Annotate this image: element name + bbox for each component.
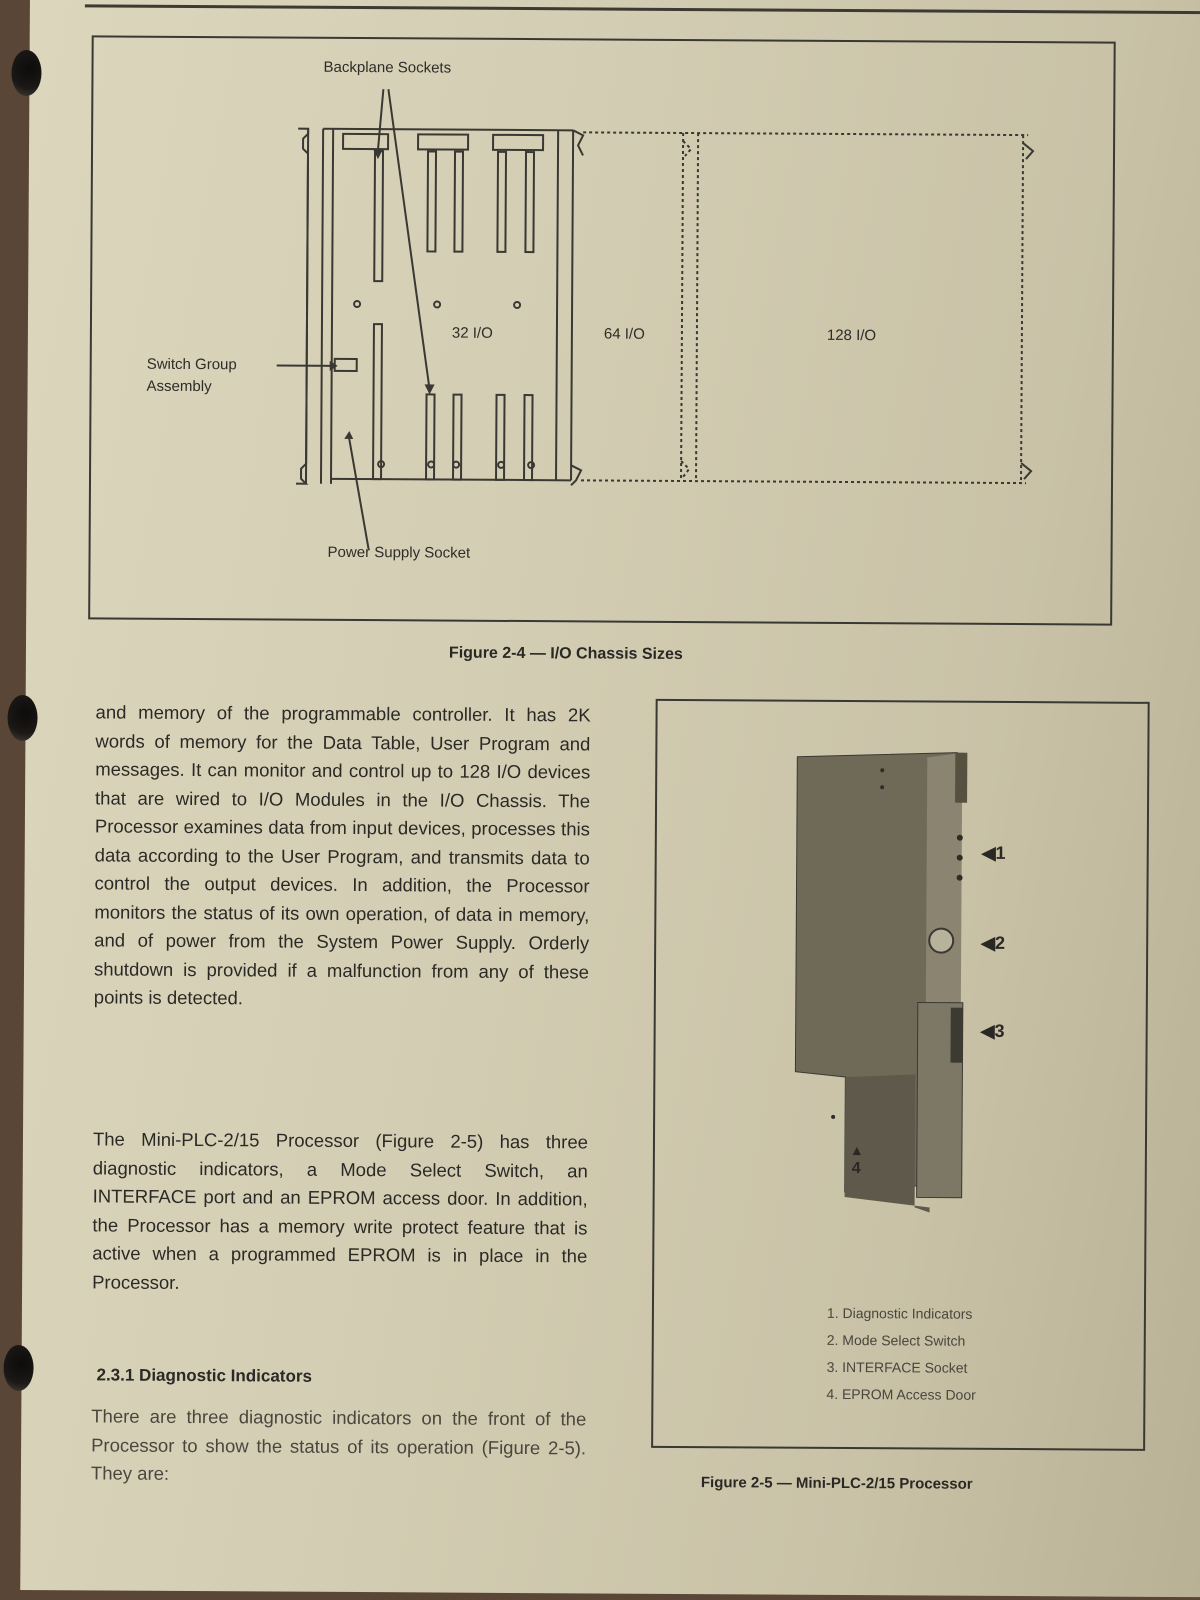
callout-4: 4	[851, 1160, 861, 1178]
legend-item: 3. INTERFACE Socket	[826, 1358, 968, 1376]
callout-4-arrow: ▲	[849, 1142, 864, 1159]
manual-page	[20, 0, 1200, 1597]
callout-2: ◀2	[981, 932, 1006, 953]
legend-item: 4. EPROM Access Door	[826, 1385, 976, 1403]
figure-2-4-frame	[88, 35, 1116, 625]
label-backplane-sockets: Backplane Sockets	[323, 58, 452, 77]
figure-2-5-caption: Figure 2-5 — Mini-PLC-2/15 Processor	[700, 1474, 973, 1493]
callout-1: ◀1	[981, 842, 1006, 863]
label-64-io: 64 I/O	[603, 325, 645, 343]
io-chassis-diagram	[90, 37, 1114, 623]
binder-hole-middle	[7, 695, 37, 741]
binder-hole-bottom	[3, 1345, 33, 1391]
section-heading: 2.3.1 Diagnostic Indicators	[96, 1365, 313, 1386]
figure-2-5-legend	[826, 1300, 976, 1409]
body-paragraph-2: The Mini-PLC-2/15 Processor (Figure 2-5) has three diagnostic indicators, a Mode Select Switch, an INTERFACE port and an EPROM access door. In addition, the Processor has a memory write protect feature that is active when a programmed EPROM is in place in the Processor.	[92, 1128, 589, 1293]
label-switch-group-1: Switch Group	[146, 355, 237, 374]
top-rule	[85, 4, 1200, 14]
label-power-supply-socket: Power Supply Socket	[327, 543, 471, 562]
legend-item: 2. Mode Select Switch	[826, 1331, 966, 1349]
label-switch-group-2: Assembly	[146, 377, 212, 396]
body-paragraph-1: and memory of the programmable controller. It has 2K words of memory for the Data Table, User Program and messages. It can monitor and control up to 128 I/O devices that are wired to I/O Modules in the I/O Chassis. The Processor examines data from input devices, processes this data according to the User Program, and transmits data to control the output devices. In addition, the Processor monitors the status of its own operation, of data in memory, and of power from the System Power Supply. Orderly shutdown is provided if a malfunction from any of these points is detected.	[93, 701, 591, 1009]
label-128-io: 128 I/O	[826, 326, 877, 345]
binder-hole-top	[11, 50, 41, 96]
figure-2-4-caption: Figure 2-4 — I/O Chassis Sizes	[448, 644, 683, 663]
legend-item: 1. Diagnostic Indicators	[826, 1304, 973, 1322]
callout-3: ◀3	[980, 1020, 1005, 1041]
label-32-io: 32 I/O	[451, 324, 493, 342]
body-paragraph-3: There are three diagnostic indicators on the front of the Processor to show the status of its operation (Figure 2-5). They are:	[90, 1405, 587, 1484]
